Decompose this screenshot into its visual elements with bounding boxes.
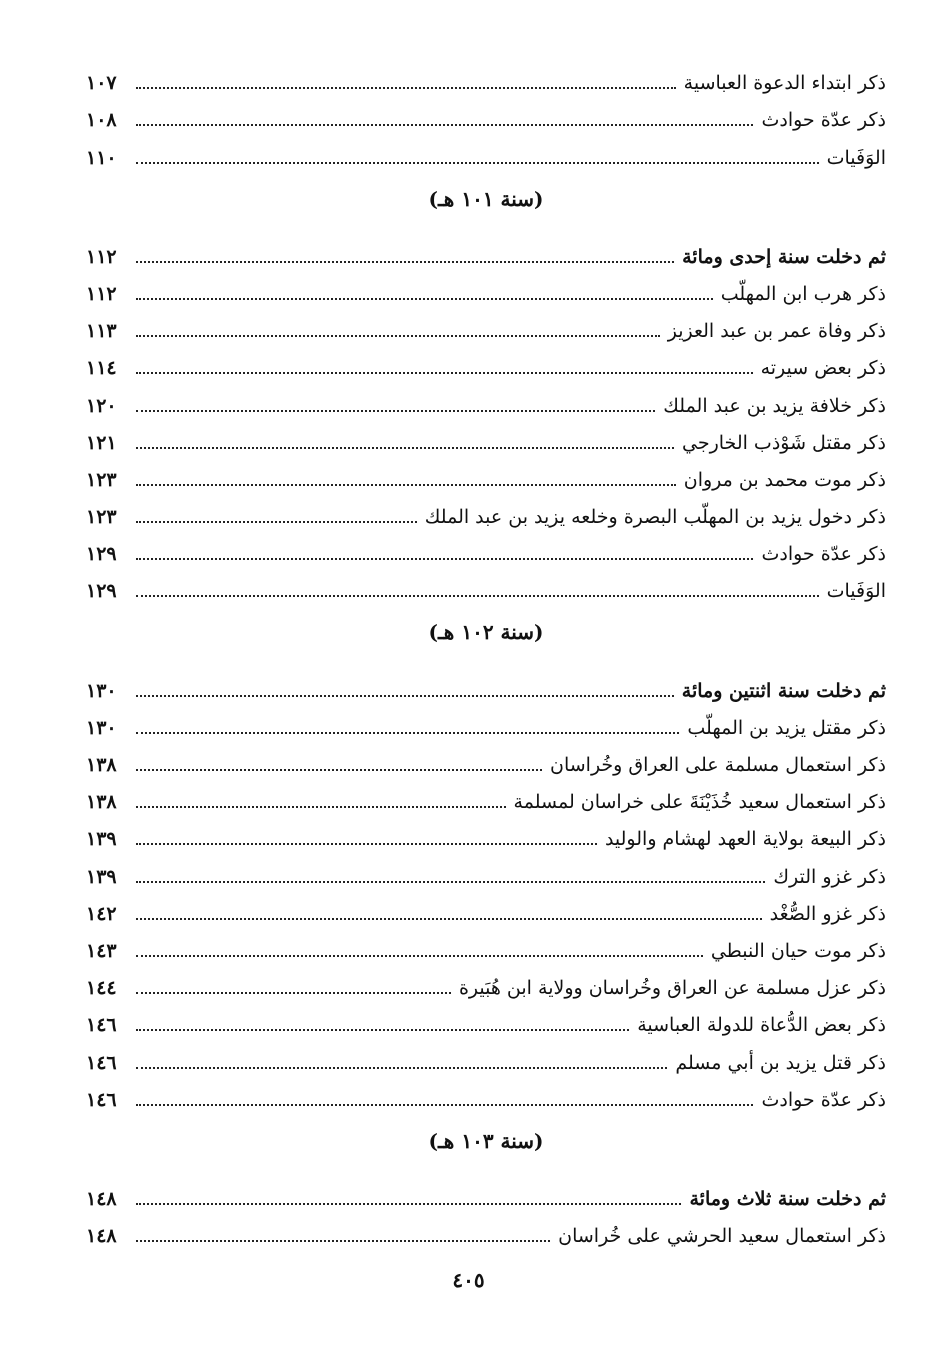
leader-dots xyxy=(136,162,819,164)
entry-title: ذكر غزو الترك xyxy=(773,865,886,888)
leader-dots xyxy=(136,918,762,920)
entry-page-number: ١١٤ xyxy=(86,357,117,380)
entry-title: ذكر عدّة حوادث xyxy=(761,543,886,566)
leader-dots xyxy=(136,410,655,412)
entry-title: ذكر موت محمد بن مروان xyxy=(683,468,886,491)
leader-dots xyxy=(136,447,674,449)
entry-page-number: ١٤٤ xyxy=(86,977,117,1000)
leader-dots xyxy=(136,595,819,597)
entry-page-number: ١١٢ xyxy=(86,245,117,268)
toc-section xyxy=(86,168,886,602)
leader-dots xyxy=(136,521,417,523)
leader-dots xyxy=(136,806,506,808)
entry-page-number: ١٢٣ xyxy=(86,506,117,529)
entry-title: ذكر غزو الصُّغْد xyxy=(769,902,886,925)
leader-dots xyxy=(136,298,713,300)
entry-title: ذكر استعمال سعيد الحرشي على خُراسان xyxy=(558,1225,886,1248)
leader-dots xyxy=(136,1104,753,1106)
entry-title: ثم دخلت سنة اثنتين ومائة xyxy=(681,679,886,702)
leader-dots xyxy=(136,124,753,126)
toc-entry xyxy=(86,304,886,341)
entry-page-number: ١٠٧ xyxy=(86,72,117,95)
entry-page-number: ١٤٦ xyxy=(86,1014,117,1037)
leader-dots xyxy=(136,1240,550,1242)
entry-title: ذكر عدّة حوادث xyxy=(761,109,886,132)
entry-title: ذكر عزل مسلمة عن العراق وخُراسان وولاية ابن هُبَيرة xyxy=(458,977,886,1000)
leader-dots xyxy=(136,335,660,337)
toc-entry xyxy=(86,738,886,775)
toc-entry xyxy=(86,490,886,527)
toc-section xyxy=(86,56,886,168)
toc-section xyxy=(86,601,886,1109)
entry-title: ذكر بعض سيرته xyxy=(760,357,886,380)
leader-dots xyxy=(136,843,597,845)
table-of-contents xyxy=(86,56,886,1246)
toc-entry xyxy=(86,564,886,601)
leader-dots xyxy=(136,1067,667,1069)
leader-dots xyxy=(136,695,674,697)
toc-entry xyxy=(86,775,886,812)
entry-title: ذكر ابتداء الدعوة العباسية xyxy=(683,72,886,95)
entry-title: ذكر وفاة عمر بن عبد العزيز xyxy=(667,320,886,343)
entry-title: ذكر دخول يزيد بن المهلّب البصرة وخلعه يزيد بن عبد الملك xyxy=(424,506,886,529)
leader-dots xyxy=(136,955,703,957)
toc-entry xyxy=(86,230,886,267)
toc-entry xyxy=(86,267,886,304)
entry-page-number: ١١٢ xyxy=(86,282,117,305)
toc-entry xyxy=(86,416,886,453)
entry-title: ثم دخلت سنة إحدى ومائة xyxy=(682,245,886,268)
leader-dots xyxy=(136,484,676,486)
entry-title: ذكر موت حيان النبطي xyxy=(710,939,886,962)
entry-page-number: ١١٣ xyxy=(86,320,117,343)
entry-title: ذكر خلافة يزيد بن عبد الملك xyxy=(663,394,886,417)
entry-page-number: ١٢٩ xyxy=(86,580,117,603)
toc-entry xyxy=(86,961,886,998)
leader-dots xyxy=(136,1203,681,1205)
toc-entry xyxy=(86,1209,886,1246)
leader-dots xyxy=(136,769,542,771)
toc-entry xyxy=(86,998,886,1035)
toc-entry xyxy=(86,1172,886,1209)
leader-dots xyxy=(136,261,674,263)
entry-page-number: ١٤٨ xyxy=(86,1225,117,1248)
toc-entry xyxy=(86,378,886,415)
entry-page-number: ١٢١ xyxy=(86,431,117,454)
entry-page-number: ١٣٨ xyxy=(86,754,117,776)
entry-title: ذكر هرب ابن المهلّب xyxy=(720,282,886,305)
toc-entry xyxy=(86,849,886,886)
toc-entry xyxy=(86,453,886,490)
entry-title: ذكر البيعة بولاية العهد لهشام والوليد xyxy=(604,828,886,851)
toc-entry xyxy=(86,93,886,130)
leader-dots xyxy=(136,881,765,883)
entry-page-number: ١٢٣ xyxy=(86,468,117,491)
leader-dots xyxy=(136,87,676,89)
leader-dots xyxy=(136,558,753,560)
toc-entry xyxy=(86,887,886,924)
entry-title: ذكر استعمال مسلمة على العراق وخُراسان xyxy=(550,754,886,776)
entry-page-number: ١٤٦ xyxy=(86,1051,117,1074)
entry-title: ذكر مقتل يزيد بن المهلّب xyxy=(687,716,886,739)
year-heading: (سنة ١٠٢ هـ) xyxy=(428,620,544,645)
toc-entry xyxy=(86,341,886,378)
entry-page-number: ١٣٠ xyxy=(86,716,117,739)
entry-page-number: ١٣٩ xyxy=(86,865,117,888)
toc-entry xyxy=(86,1035,886,1072)
toc-entry xyxy=(86,663,886,700)
entry-title: ذكر مقتل شَوْذب الخارجي xyxy=(682,431,886,454)
entry-page-number: ١٣٨ xyxy=(86,791,117,814)
year-heading: (سنة ١٠١ هـ) xyxy=(428,186,544,211)
entry-page-number: ١٣٠ xyxy=(86,679,117,702)
toc-entry xyxy=(86,130,886,167)
leader-dots xyxy=(136,992,451,994)
leader-dots xyxy=(136,1029,629,1031)
entry-title: ذكر بعض الدُّعاة للدولة العباسية xyxy=(637,1014,886,1037)
page-number: ٤٠٥ xyxy=(452,1268,485,1292)
entry-title: الوَفَيات xyxy=(826,580,886,603)
toc-entry xyxy=(86,56,886,93)
toc-entry xyxy=(86,527,886,564)
leader-dots xyxy=(136,372,753,374)
toc-entry xyxy=(86,701,886,738)
entry-page-number: ١٠٨ xyxy=(86,109,117,132)
entry-page-number: ١٤٣ xyxy=(86,939,117,962)
entry-page-number: ١٤٢ xyxy=(86,902,117,925)
entry-title: ذكر عدّة حوادث xyxy=(761,1088,886,1111)
entry-page-number: ١٣٩ xyxy=(86,828,117,851)
entry-page-number: ١٤٦ xyxy=(86,1088,117,1111)
entry-title: ثم دخلت سنة ثلاث ومائة xyxy=(689,1187,886,1210)
leader-dots xyxy=(136,732,679,734)
toc-entry xyxy=(86,924,886,961)
entry-page-number: ١٢٩ xyxy=(86,543,117,566)
entry-title: ذكر قتل يزيد بن أبي مسلم xyxy=(675,1051,886,1074)
entry-title: ذكر استعمال سعيد خُذَيْنَةَ على خراسان لمسلمة xyxy=(513,791,886,814)
entry-page-number: ١٢٠ xyxy=(86,394,117,417)
toc-section xyxy=(86,1110,886,1246)
entry-page-number: ١١٠ xyxy=(86,146,117,169)
toc-entry xyxy=(86,1073,886,1110)
year-heading: (سنة ١٠٣ هـ) xyxy=(428,1128,544,1153)
entry-page-number: ١٤٨ xyxy=(86,1187,117,1210)
entry-title: الوَفَيات xyxy=(826,146,886,169)
toc-entry xyxy=(86,812,886,849)
